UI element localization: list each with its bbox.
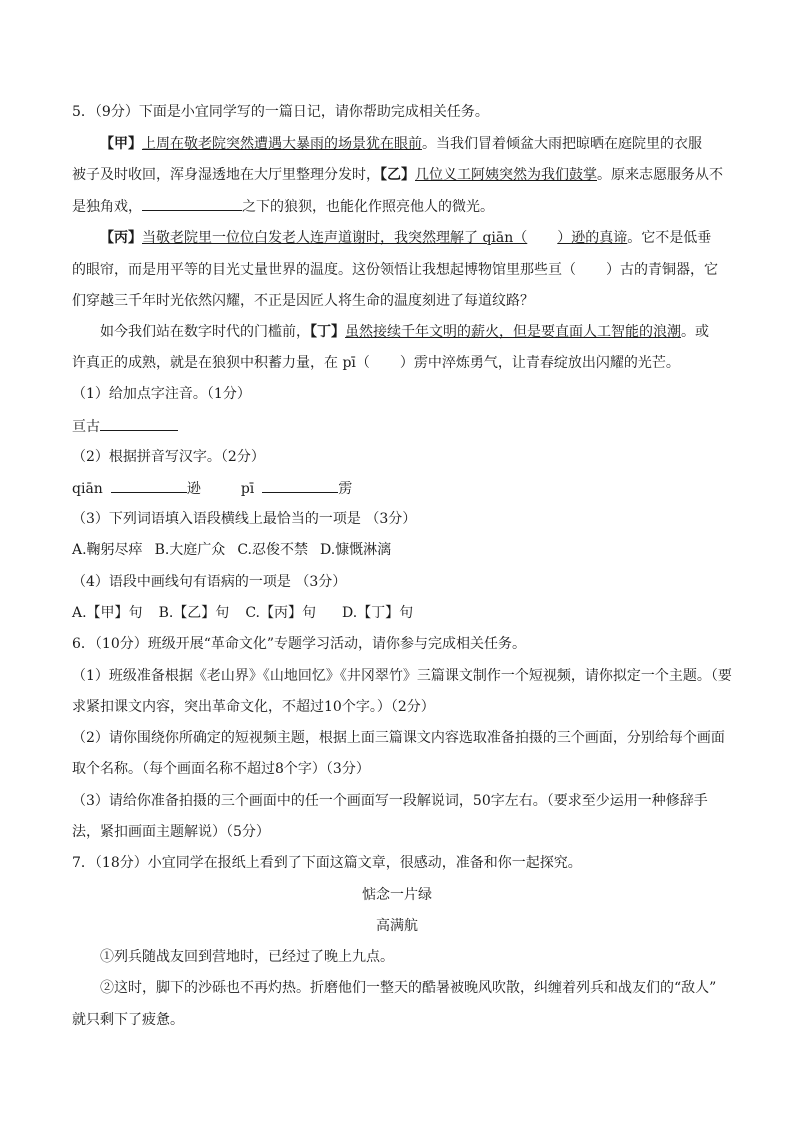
- q5-para1-line1: [100, 134, 732, 154]
- underlined-sentence-yi: 几位义工阿姨突然为我们鼓掌: [415, 167, 597, 183]
- text-span: ）古的青铜器，它: [606, 262, 718, 278]
- q6-sub1-line1: （1）班级准备根据《老山界》《山地回忆》《井冈翠竹》三篇课文制作一个短视频，请你拟定一个主题。（要: [72, 668, 732, 684]
- q5-para2-line3: 们穿越三千年时光依然闪耀，不正是因匠人将生命的温度刻进了每道纹路？: [72, 293, 534, 309]
- text-span: 雳: [338, 481, 353, 497]
- article-para2-line1: ②这时，脚下的沙砾也不再灼热。折磨他们一整天的酷暑被晚风吹散，纠缠着列兵和战友们的“敌人”: [100, 980, 717, 996]
- tag-yi: 【乙】: [380, 167, 415, 183]
- q5-para2-line1: [100, 228, 732, 248]
- text-span: 的眼帘，而是用平等的目光丈量世界的温度。这份领悟让我想起博物馆里那些亘（: [72, 262, 576, 278]
- q5-para1-line2: [72, 165, 732, 185]
- text-span: 之下的狼狈，也能化作照亮他人的微光。: [242, 199, 494, 215]
- q5-para2-line2: [72, 260, 732, 280]
- q6-sub2-line1: （2）请你围绕你所确定的短视频主题，根据上面三篇课文内容选取准备拍摄的三个画面，分别给每个画面: [72, 730, 725, 746]
- text-span: ）雳中淬炼勇气，让青春绽放出闪耀的光芒。: [399, 355, 680, 371]
- q6-title: 6．（10分）班级开展“革命文化”专题学习活动，请你参与完成相关任务。: [72, 636, 527, 652]
- q5-para3-line2: [72, 353, 732, 373]
- option-c[interactable]: C.【丙】句: [245, 605, 316, 621]
- text-span: qiān: [72, 481, 103, 497]
- option-d[interactable]: D.慷慨淋漓: [319, 542, 392, 558]
- q7-title: 7．（18分）小宜同学在报纸上看到了下面这篇文章，很感动，准备和你一起探究。: [72, 855, 582, 871]
- answer-blank[interactable]: [100, 416, 178, 431]
- q5-para3-line1: [100, 322, 732, 342]
- article-title: 惦念一片绿: [362, 887, 432, 903]
- q5-sub4: （4）语段中画线句有语病的一项是 （3分）: [72, 574, 347, 590]
- text-span: 许真正的成熟，就是在狼狈中积蓄力量，在 pī（: [72, 355, 370, 371]
- q5-sub3-options: [72, 540, 732, 560]
- underlined-sentence-ding: 虽然接续千年文明的薪火，但是要直面人工智能的浪潮: [345, 324, 681, 340]
- q5-sub3: （3）下列词语填入语段横线上最恰当的一项是 （3分）: [72, 511, 417, 527]
- article-para1: ①列兵随战友回到营地时，已经过了晚上九点。: [100, 949, 394, 965]
- text-span: 。当我们冒着倾盆大雨把晾晒在庭院里的衣服: [422, 136, 702, 152]
- answer-blank[interactable]: [262, 478, 338, 493]
- text-span: 如今我们站在数字时代的门槛前，: [100, 324, 310, 340]
- text-span: 是独角戏，: [72, 199, 142, 215]
- option-c[interactable]: C.忍俊不禁: [237, 542, 308, 558]
- option-a[interactable]: A.鞠躬尽瘁: [72, 542, 143, 558]
- option-d[interactable]: D.【丁】句: [341, 605, 414, 621]
- tag-jia: 【甲】: [100, 136, 142, 152]
- underlined-sentence-bing-end: ）逊的真谛: [557, 230, 628, 246]
- article-para2-line2: 就只剩下了疲惫。: [72, 1012, 184, 1028]
- underlined-sentence-jia: 上周在敬老院突然遭遇大暴雨的场景犹在眼前: [142, 136, 422, 152]
- q5-para1-line3: [72, 196, 732, 217]
- tag-ding: 【丁】: [310, 324, 345, 340]
- option-b[interactable]: B.大庭广众: [154, 542, 226, 558]
- q6-sub3-line1: （3）请给你准备拍摄的三个画面中的任一个画面写一段解说词，50字左右。（要求至少运用一种修辞手: [72, 793, 708, 809]
- option-b[interactable]: B.【乙】句: [158, 605, 230, 621]
- option-a[interactable]: A.【甲】句: [72, 605, 143, 621]
- underlined-sentence-bing: 当敬老院里一位位白发老人连声道谢时，我突然理解了 qiān（: [142, 230, 528, 246]
- article-author: 高满航: [376, 918, 418, 934]
- pinyin-blank[interactable]: [527, 228, 557, 248]
- answer-blank[interactable]: [111, 478, 187, 493]
- q5-sub1: （1）给加点字注音。（1分）: [72, 386, 251, 402]
- q5-sub2: （2）根据拼音写汉字。（2分）: [72, 449, 265, 465]
- text-span: pī: [240, 481, 255, 497]
- q5-sub4-options: [72, 603, 732, 623]
- q6-sub3-line2: 法，紧扣画面主题解说）（5分）: [72, 824, 270, 840]
- q5-title: 5．（9分）下面是小宜同学写的一篇日记，请你帮助完成相关任务。: [72, 104, 489, 120]
- text-span: 亘古: [72, 419, 100, 435]
- text-span: 逊: [186, 481, 201, 497]
- q5-sub2-answer: [72, 478, 732, 499]
- text-span: 被子及时收回，浑身湿透地在大厅里整理分发时，: [72, 167, 380, 183]
- text-span: 。原来志愿服务从不: [597, 167, 723, 183]
- q5-sub1-answer: [72, 416, 732, 437]
- fill-blank[interactable]: [142, 196, 242, 211]
- q6-sub1-line2: 求紧扣课文内容，突出革命文化，不超过10个字。）（2分）: [72, 699, 435, 715]
- tag-bing: 【丙】: [100, 230, 142, 246]
- q6-sub2-line2: 取个名称。（每个画面名称不超过8个字）（3分）: [72, 761, 370, 777]
- text-span: 。它不是低垂: [627, 230, 712, 246]
- text-span: 。或: [681, 324, 709, 340]
